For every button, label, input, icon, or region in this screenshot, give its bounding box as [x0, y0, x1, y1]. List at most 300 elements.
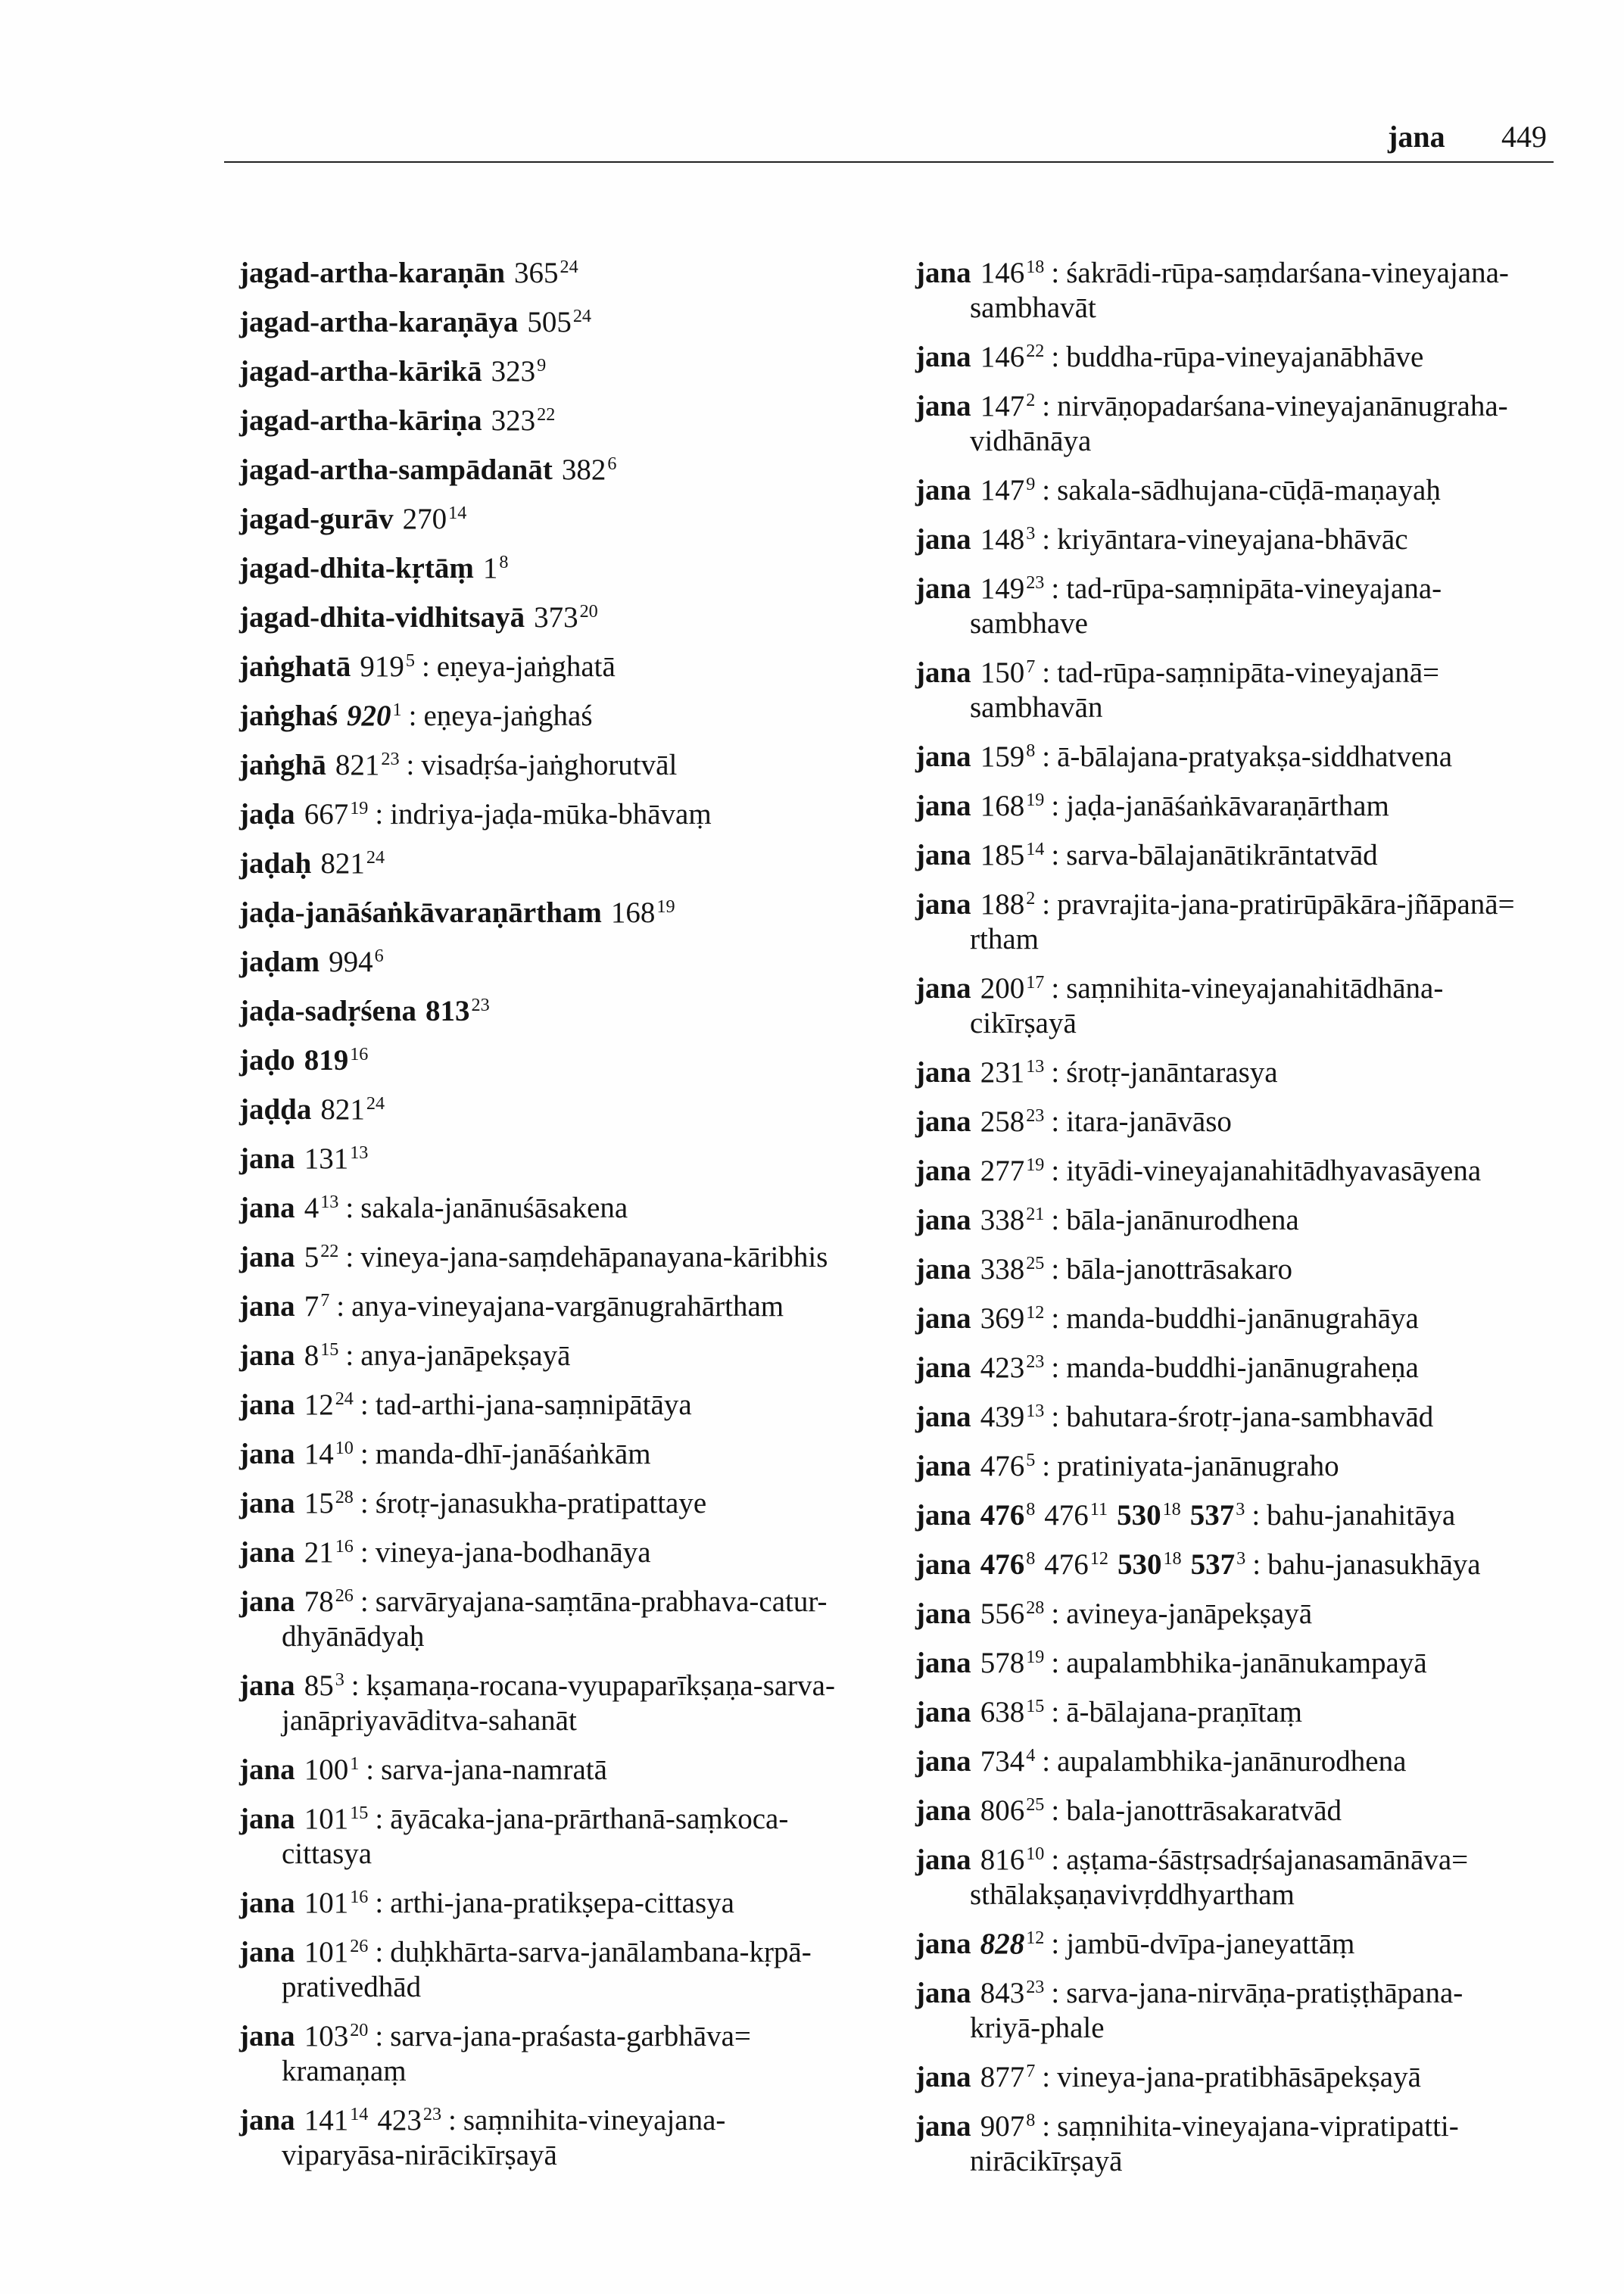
- page-line-reference: [304, 1669, 344, 1702]
- page-line-reference: [491, 355, 547, 388]
- index-entry: [915, 1105, 1582, 1139]
- page-line-reference: [304, 1192, 339, 1224]
- page-line-reference: [980, 1844, 1045, 1876]
- context-gloss: bahu-janasukhāya: [1267, 1548, 1481, 1581]
- reference-line-superscript: 15: [1026, 1695, 1045, 1716]
- reference-page-number: 819: [304, 1044, 349, 1077]
- index-entry: [915, 740, 1582, 775]
- colon-separator: :: [1252, 1499, 1261, 1532]
- colon-separator: :: [1042, 2061, 1051, 2093]
- colon-separator: :: [1051, 341, 1060, 373]
- colon-separator: :: [375, 2020, 384, 2052]
- reference-page-number: 168: [610, 896, 656, 929]
- reference-page-number: 15: [304, 1487, 334, 1519]
- reference-page-number: 816: [980, 1844, 1025, 1876]
- headword: jaḍḍa: [239, 1093, 312, 1126]
- context-gloss-continuation: dhyānādyaḥ: [282, 1620, 425, 1653]
- index-entry: [915, 1498, 1582, 1533]
- reference-line-superscript: 19: [1026, 1154, 1045, 1175]
- reference-page-number: 270: [402, 503, 447, 535]
- entry-first-line: [915, 256, 1582, 291]
- reference-line-superscript: 17: [1026, 971, 1045, 993]
- entry-first-line: [239, 1437, 890, 1472]
- headword: jana: [239, 1142, 295, 1175]
- page-line-reference: [980, 2110, 1036, 2143]
- reference-line-superscript: 9: [1026, 473, 1036, 494]
- reference-line-superscript: 23: [1026, 1105, 1045, 1126]
- context-gloss: tad-rūpa-saṃnipāta-vineyajana-: [1066, 572, 1442, 605]
- headword: jaḍa: [239, 798, 295, 831]
- reference-line-superscript: 19: [656, 896, 675, 917]
- page-line-reference: [611, 896, 675, 929]
- entry-first-line: [239, 1669, 890, 1703]
- headword: jana: [915, 1977, 971, 2009]
- reference-page-number: 667: [304, 798, 349, 831]
- reference-page-number: 530: [1117, 1548, 1162, 1581]
- headword: jana: [915, 2061, 971, 2093]
- context-gloss: vineya-jana-saṃdehāpanayana-kāribhis: [360, 1241, 828, 1273]
- headword: jana: [915, 341, 971, 373]
- colon-separator: :: [375, 798, 384, 831]
- entry-first-line: [239, 1388, 890, 1423]
- entry-first-line: [915, 1976, 1582, 2011]
- reference-line-superscript: 28: [1026, 1597, 1045, 1618]
- context-gloss: bāla-janānurodhena: [1066, 1204, 1299, 1236]
- page-line-reference: [980, 1597, 1045, 1630]
- headword: jana: [915, 972, 971, 1005]
- headword: jana: [915, 1401, 971, 1433]
- reference-page-number: 821: [320, 1093, 365, 1126]
- entry-first-line: [915, 1055, 1582, 1090]
- left-column: [239, 256, 890, 2187]
- context-gloss: avineya-janāpekṣayā: [1066, 1597, 1313, 1630]
- reference-line-superscript: 24: [366, 1092, 385, 1114]
- index-entry: [915, 1400, 1582, 1435]
- page-line-reference: [304, 1241, 339, 1273]
- reference-line-superscript: 23: [1026, 1351, 1045, 1372]
- headword: jana: [239, 1585, 295, 1618]
- page-line-reference: [980, 1401, 1045, 1433]
- index-entry: [239, 2019, 890, 2089]
- page-line-reference: [980, 1351, 1045, 1384]
- headword: jana: [239, 1389, 295, 1421]
- reference-line-superscript: 10: [1026, 1843, 1045, 1864]
- page-line-reference: [980, 1696, 1045, 1728]
- reference-page-number: 85: [304, 1669, 334, 1702]
- index-entry: [915, 1744, 1582, 1779]
- page-line-reference: [980, 523, 1036, 556]
- page-line-reference: [980, 1253, 1045, 1286]
- headword: jana: [915, 1928, 971, 1960]
- reference-line-superscript: 25: [1026, 1252, 1045, 1273]
- page-line-reference: [491, 404, 556, 437]
- page-line-reference: [980, 341, 1045, 373]
- reference-line-superscript: 6: [374, 945, 384, 966]
- reference-line-superscript: 25: [1026, 1794, 1045, 1815]
- colon-separator: :: [1051, 1302, 1060, 1335]
- entry-first-line: [915, 1351, 1582, 1385]
- page-line-reference: [329, 946, 384, 978]
- entry-first-line: [239, 1486, 890, 1521]
- reference-page-number: 373: [534, 601, 578, 634]
- reference-line-superscript: 2: [1026, 389, 1036, 410]
- headword: jana: [239, 1192, 295, 1224]
- colon-separator: :: [1042, 740, 1051, 773]
- headword: jaḍa-janāśaṅkāvaraṇārtham: [239, 896, 602, 929]
- reference-line-superscript: 16: [350, 1886, 369, 1907]
- reference-page-number: 338: [980, 1253, 1025, 1286]
- index-entry: [239, 1669, 890, 1738]
- headword: jana: [915, 740, 971, 773]
- context-gloss: kriyāntara-vineyajana-bhāvāc: [1057, 523, 1408, 556]
- entry-first-line: [915, 887, 1582, 922]
- colon-separator: :: [1042, 656, 1051, 689]
- entry-first-line: [915, 1843, 1582, 1878]
- page-line-reference: [304, 1044, 369, 1077]
- page-line-reference: [304, 2104, 369, 2137]
- context-gloss: indriya-jaḍa-mūka-bhāvaṃ: [390, 798, 712, 831]
- reference-page-number: 323: [491, 355, 536, 388]
- headword: jana: [915, 1155, 971, 1187]
- page-line-reference: [347, 700, 402, 732]
- context-gloss: eṇeya-jaṅghaś: [423, 700, 593, 732]
- reference-page-number: 537: [1189, 1499, 1235, 1532]
- index-entry: [239, 1289, 890, 1324]
- reference-page-number: 131: [304, 1142, 349, 1175]
- page-line-reference: [980, 972, 1045, 1005]
- context-gloss: pravrajita-jana-pratirūpākāra-jñāpanā=: [1057, 888, 1515, 921]
- reference-page-number: 382: [561, 454, 606, 486]
- page-line-reference: [304, 1290, 330, 1323]
- reference-line-superscript: 24: [335, 1388, 354, 1409]
- headword: jana: [915, 1794, 971, 1827]
- index-entry: [915, 572, 1582, 641]
- page-line-reference: [304, 1585, 354, 1618]
- page-line-reference: [980, 1499, 1036, 1532]
- entry-first-line: [915, 1646, 1582, 1681]
- context-gloss: aupalambhika-janānurodhena: [1057, 1745, 1407, 1778]
- context-gloss: saṃnihita-vineyajana-vipratipatti-: [1057, 2110, 1459, 2143]
- entry-first-line: [239, 2019, 890, 2054]
- entry-first-line: [239, 797, 890, 832]
- reference-page-number: 813: [425, 995, 470, 1027]
- entry-first-line: [239, 354, 890, 389]
- reference-page-number: 188: [980, 888, 1025, 921]
- colon-separator: :: [360, 1585, 369, 1618]
- reference-page-number: 423: [377, 2104, 422, 2137]
- context-gloss: manda-buddhi-janānugrahāya: [1066, 1302, 1419, 1335]
- context-gloss: śrotṛ-janāntarasya: [1066, 1056, 1278, 1089]
- reference-page-number: 476: [1044, 1548, 1089, 1581]
- colon-separator: :: [1042, 1450, 1051, 1482]
- reference-line-superscript: 24: [560, 256, 578, 277]
- page-line-reference: [304, 798, 369, 831]
- context-gloss: vineya-jana-bodhanāya: [375, 1536, 651, 1569]
- context-gloss: arthi-jana-pratikṣepa-cittasya: [390, 1887, 734, 1919]
- headword: jana: [239, 1241, 295, 1273]
- context-gloss-continuation: cittasya: [282, 1837, 372, 1870]
- context-gloss: duḥkhārta-sarva-janālambana-kṛpā-: [390, 1936, 812, 1968]
- reference-page-number: 200: [980, 972, 1025, 1005]
- page-line-reference: [335, 749, 400, 781]
- reference-line-superscript: 8: [1026, 2109, 1036, 2130]
- headword: jana: [239, 1669, 295, 1702]
- reference-page-number: 8: [304, 1339, 320, 1372]
- colon-separator: :: [360, 1487, 369, 1519]
- context-gloss: śakrādi-rūpa-saṃdarśana-vineyajana-: [1066, 257, 1509, 289]
- headword: jana: [915, 888, 971, 921]
- entry-first-line: [239, 551, 890, 586]
- entry-first-line: [239, 896, 890, 930]
- context-gloss: aupalambhika-janānukampayā: [1066, 1647, 1427, 1679]
- page-line-reference: [304, 1753, 360, 1786]
- reference-page-number: 258: [980, 1105, 1025, 1138]
- page-line-reference: [304, 1936, 369, 1968]
- reference-line-superscript: 22: [320, 1240, 339, 1261]
- index-entry: [915, 389, 1582, 459]
- index-entry: [239, 1935, 890, 2005]
- colon-separator: :: [1051, 257, 1060, 289]
- context-gloss-continuation: nirācikīrṣayā: [970, 2145, 1123, 2177]
- reference-page-number: 103: [304, 2020, 349, 2052]
- page-line-reference: [980, 1155, 1045, 1187]
- headword: jana: [915, 1499, 971, 1532]
- headword: jana: [915, 1056, 971, 1089]
- index-entry: [239, 1486, 890, 1521]
- reference-line-superscript: 10: [335, 1437, 354, 1458]
- reference-line-superscript: 15: [350, 1802, 369, 1823]
- page-line-reference: [980, 790, 1045, 822]
- headword: jana: [239, 1536, 295, 1569]
- reference-page-number: 78: [304, 1585, 334, 1618]
- colon-separator: :: [345, 1339, 354, 1372]
- index-entry: [915, 1646, 1582, 1681]
- headword: jana: [915, 1844, 971, 1876]
- context-gloss: anya-vineyajana-vargānugrahārtham: [351, 1290, 784, 1323]
- context-gloss: bāla-janottrāsakaro: [1066, 1253, 1293, 1286]
- reference-page-number: 821: [335, 749, 380, 781]
- entry-first-line: [915, 522, 1582, 557]
- index-entry: [239, 1753, 890, 1788]
- entry-first-line: [239, 1043, 890, 1078]
- colon-separator: :: [1042, 390, 1051, 422]
- headword: jana: [239, 1803, 295, 1835]
- reference-line-superscript: 5: [405, 650, 415, 671]
- entry-first-line: [915, 1548, 1582, 1582]
- reference-line-superscript: 2: [1026, 887, 1036, 909]
- reference-line-superscript: 14: [1026, 838, 1045, 859]
- index-entry: [915, 256, 1582, 326]
- reference-line-superscript: 13: [320, 1191, 339, 1212]
- context-gloss: ā-bālajana-praṇītaṃ: [1066, 1696, 1303, 1728]
- page-line-reference: [980, 888, 1036, 921]
- reference-line-superscript: 8: [499, 551, 509, 572]
- colon-separator: :: [421, 650, 430, 683]
- context-gloss: manda-dhī-janāśaṅkām: [375, 1438, 651, 1470]
- headword: jana: [915, 523, 971, 556]
- context-gloss: tad-arthi-jana-saṃnipātāya: [375, 1389, 692, 1421]
- reference-page-number: 1: [482, 552, 498, 584]
- entry-first-line: [239, 1289, 890, 1324]
- entry-first-line: [239, 699, 890, 734]
- page-line-reference: [527, 306, 591, 338]
- reference-page-number: 476: [1044, 1499, 1089, 1532]
- entry-first-line: [239, 846, 890, 881]
- reference-line-superscript: 14: [448, 502, 467, 523]
- entry-first-line: [239, 1191, 890, 1226]
- index-entry: [239, 1240, 890, 1275]
- page-line-reference: [980, 656, 1036, 689]
- reference-page-number: 150: [980, 656, 1025, 689]
- page-line-reference: [304, 1487, 354, 1519]
- reference-page-number: 168: [980, 790, 1025, 822]
- context-gloss-continuation: sambhavāt: [970, 291, 1096, 324]
- reference-line-superscript: 4: [1026, 1744, 1036, 1766]
- page-line-reference: [304, 1339, 339, 1372]
- index-entry: [239, 846, 890, 881]
- index-entry: [239, 1535, 890, 1570]
- headword: jana: [915, 1647, 971, 1679]
- context-gloss-continuation: cikīrṣayā: [970, 1007, 1077, 1039]
- reference-page-number: 638: [980, 1696, 1025, 1728]
- page-line-reference: [377, 2104, 441, 2137]
- right-column: [915, 256, 1582, 2193]
- reference-page-number: 877: [980, 2061, 1025, 2093]
- index-entry: [239, 551, 890, 586]
- reference-line-superscript: 7: [320, 1289, 330, 1311]
- entry-first-line: [915, 1252, 1582, 1287]
- index-entry: [915, 1976, 1582, 2046]
- index-entry: [239, 1092, 890, 1127]
- entry-first-line: [915, 838, 1582, 873]
- entry-first-line: [239, 256, 890, 291]
- headword: jana: [239, 1290, 295, 1323]
- entry-first-line: [239, 945, 890, 980]
- reference-page-number: 423: [980, 1351, 1025, 1384]
- entry-first-line: [239, 1886, 890, 1921]
- entry-first-line: [239, 1142, 890, 1177]
- reference-line-superscript: 19: [1026, 789, 1045, 810]
- headword: jana: [239, 1339, 295, 1372]
- context-gloss: bala-janottrāsakaratvād: [1066, 1794, 1342, 1827]
- entry-first-line: [239, 1240, 890, 1275]
- reference-page-number: 439: [980, 1401, 1025, 1433]
- entry-first-line: [915, 572, 1582, 606]
- reference-line-superscript: 7: [1026, 656, 1036, 677]
- header-rule: [224, 161, 1554, 163]
- index-entry: [239, 699, 890, 734]
- reference-line-superscript: 26: [335, 1585, 354, 1606]
- headword: jagad-gurāv: [239, 503, 394, 535]
- reference-page-number: 101: [304, 1936, 349, 1968]
- page-line-reference: [1117, 1499, 1181, 1532]
- reference-page-number: 148: [980, 523, 1025, 556]
- reference-line-superscript: 23: [1026, 572, 1045, 593]
- reference-page-number: 146: [980, 257, 1025, 289]
- colon-separator: :: [1051, 1928, 1060, 1960]
- reference-page-number: 231: [980, 1056, 1025, 1089]
- page-line-reference: [1191, 1548, 1246, 1581]
- entry-first-line: [915, 1498, 1582, 1533]
- page-line-reference: [980, 1647, 1045, 1679]
- reference-page-number: 338: [980, 1204, 1025, 1236]
- reference-page-number: 476: [980, 1499, 1025, 1532]
- reference-line-superscript: 9: [537, 354, 547, 376]
- headword: jana: [915, 2110, 971, 2143]
- index-entry: [239, 1043, 890, 1078]
- headword: jana: [915, 656, 971, 689]
- reference-page-number: 4: [304, 1192, 320, 1224]
- colon-separator: :: [360, 1438, 369, 1470]
- context-gloss-continuation: sthālakṣaṇavivṛddhyartham: [970, 1878, 1295, 1911]
- reference-line-superscript: 12: [1089, 1548, 1108, 1569]
- context-gloss: buddha-rūpa-vineyajanābhāve: [1066, 341, 1424, 373]
- entry-first-line: [239, 305, 890, 340]
- headword: jaṅghatā: [239, 650, 351, 683]
- context-gloss-continuation: sambhave: [970, 607, 1088, 640]
- index-entry: [239, 453, 890, 488]
- context-gloss: manda-buddhi-janānugraheṇa: [1066, 1351, 1419, 1384]
- colon-separator: :: [1051, 972, 1060, 1005]
- colon-separator: :: [1051, 1844, 1060, 1876]
- reference-line-superscript: 28: [335, 1486, 354, 1507]
- context-gloss-continuation: viparyāsa-nirācikīrṣayā: [282, 2139, 557, 2171]
- context-gloss: jambū-dvīpa-janeyattāṃ: [1066, 1928, 1355, 1960]
- reference-line-superscript: 20: [579, 600, 598, 622]
- colon-separator: :: [375, 1803, 384, 1835]
- page-line-reference: [980, 1302, 1045, 1335]
- colon-separator: :: [1051, 1105, 1060, 1138]
- headword: jana: [915, 1253, 971, 1286]
- context-gloss: saṃnihita-vineyajana-: [463, 2104, 726, 2137]
- reference-page-number: 578: [980, 1647, 1025, 1679]
- headword: jana: [915, 1597, 971, 1630]
- reference-page-number: 14: [304, 1438, 334, 1470]
- headword: jana: [915, 1548, 971, 1581]
- reference-line-superscript: 23: [1026, 1976, 1045, 1997]
- entry-first-line: [915, 1794, 1582, 1828]
- reference-line-superscript: 23: [422, 2103, 442, 2124]
- page-line-reference: [514, 257, 578, 289]
- context-gloss: vineya-jana-pratibhāsāpekṣayā: [1057, 2061, 1421, 2093]
- context-gloss-continuation: sambhavān: [970, 691, 1103, 724]
- headword: jana: [915, 1204, 971, 1236]
- page-line-reference: [980, 1745, 1036, 1778]
- context-gloss: sarva-jana-namratā: [381, 1753, 607, 1786]
- reference-line-superscript: 20: [350, 2019, 369, 2040]
- reference-line-superscript: 13: [1026, 1055, 1045, 1077]
- headword: jana: [915, 1745, 971, 1778]
- headword: jagad-artha-karaṇāya: [239, 306, 519, 338]
- reference-page-number: 5: [304, 1241, 320, 1273]
- headword: jaḍa-sadṛśena: [239, 995, 417, 1027]
- index-entry: [915, 971, 1582, 1041]
- colon-separator: :: [1051, 1647, 1060, 1679]
- headword: jaḍo: [239, 1044, 295, 1077]
- reference-line-superscript: 5: [1026, 1449, 1036, 1470]
- reference-line-superscript: 23: [471, 994, 490, 1015]
- colon-separator: :: [448, 2104, 457, 2137]
- context-gloss: eṇeya-jaṅghatā: [436, 650, 616, 683]
- reference-line-superscript: 8: [1026, 1548, 1036, 1569]
- reference-line-superscript: 18: [1026, 256, 1045, 277]
- reference-line-superscript: 11: [1089, 1498, 1108, 1519]
- reference-line-superscript: 24: [572, 305, 592, 326]
- headword: jana: [915, 572, 971, 605]
- context-gloss-continuation: vidhānāya: [970, 425, 1092, 457]
- context-gloss: kṣamaṇa-rocana-vyupaparīkṣaṇa-sarva-: [366, 1669, 835, 1702]
- index-entry: [239, 1142, 890, 1177]
